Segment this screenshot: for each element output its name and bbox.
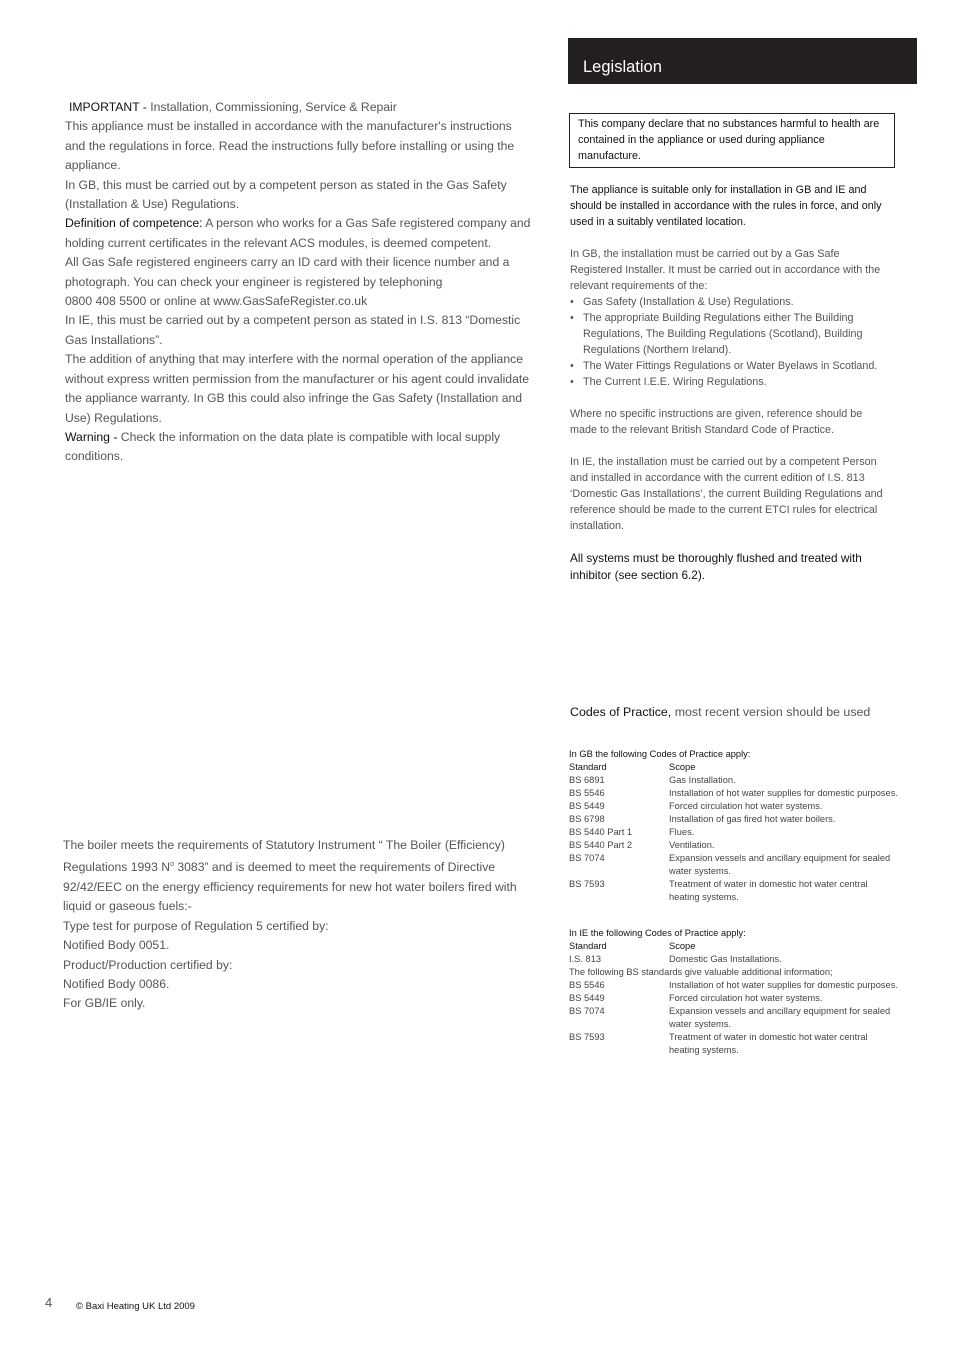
standard-cell: BS 7074: [569, 1006, 605, 1016]
scope-cell: Installation of hot water supplies for domestic purposes.: [669, 980, 898, 990]
install-instructions-paragraph: This appliance must be installed in accordance with the manufacturer's instructions and the regulations in force. Read the instructions fully before installing or using the appliance.: [65, 119, 515, 173]
scope-cell: Forced circulation hot water systems.: [669, 993, 823, 1003]
standard-cell: BS 5546: [569, 980, 605, 990]
gas-safe-id-text: All Gas Safe registered engineers carry an ID card with their licence number and a photograph. You can check your engineer is registered by telephoning: [65, 255, 510, 289]
list-item: • Gas Safety (Installation & Use) Regulations.: [570, 294, 892, 310]
gas-safe-contact: 0800 408 5500 or online at www.GasSafeRegister.co.uk: [65, 294, 368, 309]
boiler-regulations-text-a: The boiler meets the requirements of Statutory Instrument “ The Boiler (Efficiency) Regulations 1993 N: [63, 838, 505, 875]
warranty-paragraph: The addition of anything that may interfere with the normal operation of the appliance without express written permission from the manufacturer or his agent could invalidate the appliance warranty. In GB this could also infringe the Gas Safety (Installation and Use) Regulations.: [65, 352, 530, 425]
table-row: [569, 852, 899, 878]
table-row: [569, 979, 899, 992]
scope-cell: Installation of hot water supplies for domestic purposes.: [669, 788, 898, 798]
warning-text: Check the information on the data plate is compatible with local supply conditions.: [65, 429, 501, 464]
boiler-regulations-sup: o: [170, 861, 174, 869]
ie-competent-paragraph: In IE, this must be carried out by a competent person as stated in I.S. 813 “Domestic Gas Installations”.: [65, 313, 521, 347]
codes-heading-note: most recent version should be used: [671, 705, 871, 719]
gb-competent-paragraph: In GB, this must be carried out by a competent person as stated in the Gas Safety (Installation & Use) Regulations.: [65, 177, 507, 212]
standard-cell: BS 6891: [569, 775, 605, 785]
declaration-box: This company declare that no substances harmful to health are contained in the appliance or used during appliance manufacture.: [569, 113, 895, 168]
list-item: • The Water Fittings Regulations or Water Byelaws in Scotland.: [570, 358, 892, 374]
table-row: [569, 1005, 899, 1031]
scope-cell: Gas Installation.: [669, 775, 736, 785]
important-heading: [65, 98, 535, 117]
standard-cell: BS 5440 Part 1: [569, 827, 633, 837]
table-header: [569, 761, 899, 774]
table-row: [569, 839, 899, 852]
flush-inhibitor-paragraph: All systems must be thoroughly flushed and treated with inhibitor (see section 6.2).: [570, 551, 862, 582]
table-row: [569, 878, 899, 904]
production-certified-paragraph: [63, 956, 533, 995]
region-note: For GB/IE only.: [63, 996, 146, 1011]
production-certified-text: Product/Production certified by:: [63, 957, 233, 972]
table-header: [569, 940, 899, 953]
column-header-standard: Standard: [569, 762, 607, 772]
scope-cell: Domestic Gas Installations.: [669, 954, 782, 964]
standard-cell: BS 7593: [569, 1032, 605, 1042]
boiler-regulations-paragraph: [63, 836, 533, 917]
page-number: 4: [45, 1295, 53, 1310]
table-row: [569, 992, 899, 1005]
boiler-efficiency-section: [63, 836, 533, 1014]
list-item: • The appropriate Building Regulations either The Building Regulations, The Building Regulations (Scotland), Building Regulations (Northern Ireland).: [570, 310, 892, 358]
scope-cell: Flues.: [669, 827, 695, 837]
type-test-paragraph: [63, 917, 533, 956]
scope-cell: Forced circulation hot water systems.: [669, 801, 823, 811]
table-row: [569, 813, 899, 826]
standard-cell: BS 7593: [569, 879, 605, 889]
standard-cell: BS 5449: [569, 801, 605, 811]
scope-cell: Ventilation.: [669, 840, 715, 850]
regulations-list: [570, 294, 892, 390]
important-label: IMPORTANT -: [69, 100, 147, 114]
table-row: [569, 800, 899, 813]
codes-heading-label: Codes of Practice,: [570, 705, 672, 719]
column-header-scope: Scope: [669, 762, 696, 772]
standard-cell: BS 6798: [569, 814, 605, 824]
table-row: [569, 953, 899, 966]
ie-codes-table: [569, 927, 899, 1057]
competence-definition-paragraph: [65, 214, 535, 253]
production-certified-body: Notified Body 0086.: [63, 976, 170, 991]
scope-cell: Treatment of water in domestic hot water central heating systems.: [669, 879, 868, 902]
standard-cell: BS 7074: [569, 853, 605, 863]
scope-cell: Expansion vessels and ancillary equipment for sealed water systems.: [669, 1006, 891, 1029]
ie-installation-paragraph: In IE, the installation must be carried out by a competent Person and installed in accordance with the current edition of I.S. 813 ‘Domestic Gas Installations’, the current Building Regulations and reference should be made to the current ETCI rules for electrical installation.: [570, 456, 883, 532]
important-subtitle: Installation, Commissioning, Service & Repair: [146, 100, 397, 114]
boiler-regulations-text-b: 3083” and is deemed to meet the requirements of Directive 92/42/EEC on the energy efficiency requirements for new hot water boilers fired with liquid or gaseous fuels:-: [63, 860, 517, 914]
no-specific-paragraph: Where no specific instructions are given, reference should be made to the relevant British Standard Code of Practice.: [570, 408, 863, 436]
column-header-scope: Scope: [669, 941, 696, 951]
standard-cell: BS 5449: [569, 993, 605, 1003]
standard-cell: I.S. 813: [569, 954, 602, 964]
competence-text: A person who works for a Gas Safe registered company and holding current certificates in the relevant ACS modules, is deemed competent.: [65, 216, 531, 250]
gb-codes-table: [569, 748, 899, 904]
table-row: [569, 774, 899, 787]
legislation-section: [570, 182, 892, 584]
table-row: [569, 1031, 899, 1057]
codes-of-practice-heading: [570, 703, 870, 721]
copyright-notice: © Baxi Heating UK Ltd 2009: [76, 1301, 195, 1312]
type-test-body: Notified Body 0051.: [63, 938, 170, 953]
standard-cell: BS 5440 Part 2: [569, 840, 633, 850]
warning-paragraph: [65, 428, 535, 467]
competence-label: Definition of competence:: [65, 216, 203, 231]
gas-safe-id-paragraph: [65, 253, 535, 311]
suitability-paragraph: The appliance is suitable only for installation in GB and IE and should be installed in accordance with the rules in force, and only used in a suitably ventilated location.: [570, 184, 882, 228]
scope-cell: Treatment of water in domestic hot water central heating systems.: [669, 1032, 868, 1055]
column-header-standard: Standard: [569, 941, 607, 951]
scope-cell: Expansion vessels and ancillary equipment for sealed water systems.: [669, 853, 891, 876]
warning-label: Warning -: [65, 429, 118, 444]
gb-codes-intro: In GB the following Codes of Practice apply:: [569, 749, 751, 759]
standard-cell: BS 5546: [569, 788, 605, 798]
type-test-text: Type test for purpose of Regulation 5 certified by:: [63, 918, 329, 933]
ie-codes-intro: In IE the following Codes of Practice apply:: [569, 928, 746, 938]
gb-installation-intro: In GB, the installation must be carried out by a Gas Safe Registered Installer. It must be carried out in accordance with the relevant requirements of the:: [570, 248, 881, 292]
important-section: [65, 98, 535, 467]
table-row: [569, 826, 899, 839]
table-row: [569, 787, 899, 800]
additional-info-note: The following BS standards give valuable additional information;: [569, 967, 833, 977]
list-item: • The Current I.E.E. Wiring Regulations.: [570, 374, 892, 390]
page-title: Legislation: [583, 58, 662, 76]
scope-cell: Installation of gas fired hot water boilers.: [669, 814, 836, 824]
